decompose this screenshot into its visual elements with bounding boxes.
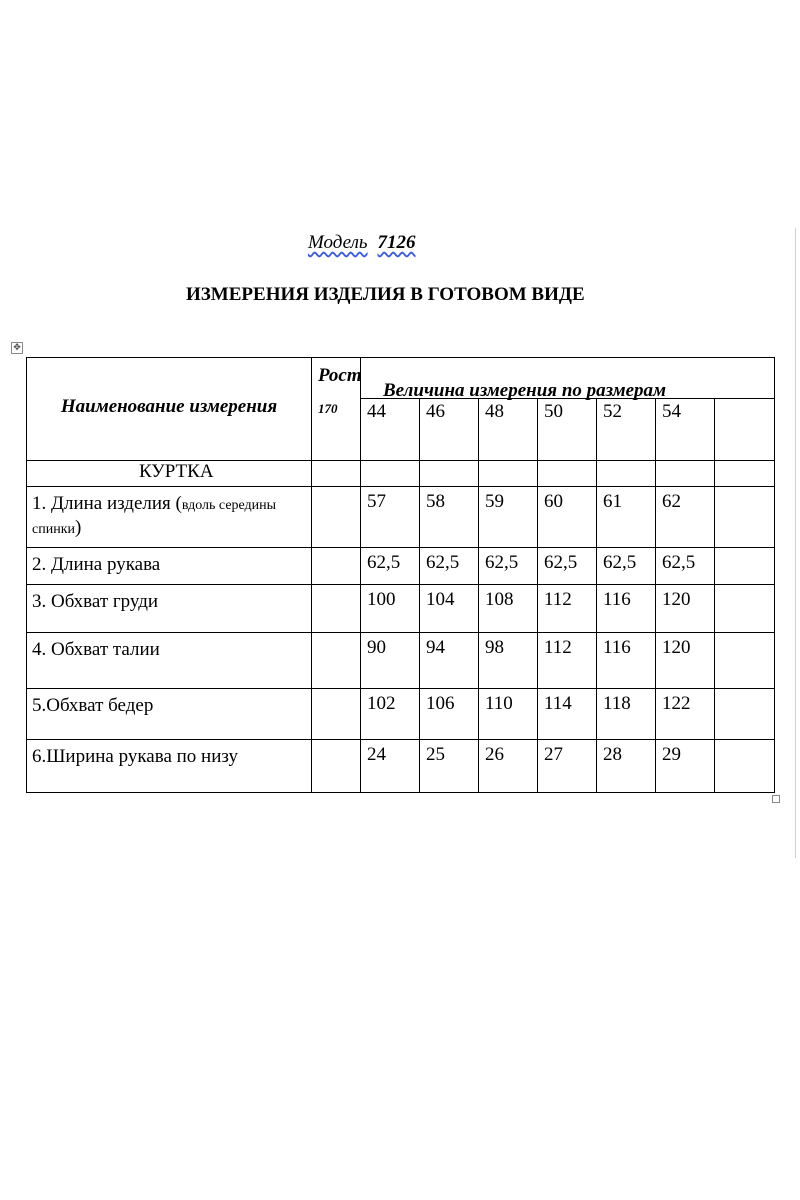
height-value: 170 xyxy=(318,401,338,416)
value-cell: 62,5 xyxy=(538,548,597,585)
value-cell: 104 xyxy=(420,585,479,633)
empty-cell xyxy=(420,461,479,487)
section-title: КУРТКА xyxy=(27,461,312,487)
row-label: 5.Обхват бедер xyxy=(27,689,312,740)
document-title: ИЗМЕРЕНИЯ ИЗДЕЛИЯ В ГОТОВОМ ВИДЕ xyxy=(186,284,585,305)
value-cell: 108 xyxy=(479,585,538,633)
empty-cell xyxy=(656,461,715,487)
size-cell: 48 xyxy=(479,399,538,461)
row-label-note: вдоль середины спинки xyxy=(32,498,277,537)
table-row xyxy=(27,487,775,548)
empty-cell xyxy=(715,585,775,633)
table-move-handle-icon[interactable]: ✥ xyxy=(11,342,23,354)
table-row xyxy=(27,689,775,740)
height-cell xyxy=(312,548,361,585)
table-row xyxy=(27,585,775,633)
size-cell: 52 xyxy=(597,399,656,461)
model-label: Модель xyxy=(308,232,368,253)
value-cell: 116 xyxy=(597,633,656,689)
height-cell xyxy=(312,487,361,548)
value-cell: 26 xyxy=(479,740,538,793)
value-cell: 120 xyxy=(656,633,715,689)
value-cell: 62 xyxy=(656,487,715,548)
value-cell: 57 xyxy=(361,487,420,548)
name-header: Наименование измерения xyxy=(60,396,278,417)
value-cell: 120 xyxy=(656,585,715,633)
height-cell xyxy=(312,585,361,633)
value-cell: 106 xyxy=(420,689,479,740)
value-cell: 62,5 xyxy=(656,548,715,585)
empty-cell xyxy=(715,633,775,689)
row-label: 6.Ширина рукава по низу xyxy=(27,740,312,793)
value-cell: 61 xyxy=(597,487,656,548)
empty-cell xyxy=(538,461,597,487)
empty-cell xyxy=(361,461,420,487)
height-cell xyxy=(312,689,361,740)
value-cell: 122 xyxy=(656,689,715,740)
page-edge-line xyxy=(795,228,796,858)
value-cell: 62,5 xyxy=(597,548,656,585)
row-label-main: 1. Длина изделия ( xyxy=(32,493,182,514)
value-cell: 110 xyxy=(479,689,538,740)
value-cell: 24 xyxy=(361,740,420,793)
empty-cell xyxy=(597,461,656,487)
value-cell: 62,5 xyxy=(361,548,420,585)
value-cell: 98 xyxy=(479,633,538,689)
empty-cell xyxy=(715,399,775,461)
value-cell: 28 xyxy=(597,740,656,793)
row-label: 4. Обхват талии xyxy=(27,633,312,689)
row-label xyxy=(27,487,312,548)
empty-cell xyxy=(715,487,775,548)
row-label: 3. Обхват груди xyxy=(27,585,312,633)
value-cell: 102 xyxy=(361,689,420,740)
value-cell: 62,5 xyxy=(479,548,538,585)
section-row xyxy=(27,461,775,487)
size-cell: 50 xyxy=(538,399,597,461)
table-row xyxy=(27,740,775,793)
empty-cell xyxy=(715,689,775,740)
model-line xyxy=(308,232,416,254)
empty-cell xyxy=(715,740,775,793)
value-cell: 94 xyxy=(420,633,479,689)
name-header-cell xyxy=(27,358,312,461)
sizes-header: Величина измерения по размерам xyxy=(361,358,775,399)
size-cell: 46 xyxy=(420,399,479,461)
value-cell: 62,5 xyxy=(420,548,479,585)
height-cell xyxy=(312,633,361,689)
value-cell: 29 xyxy=(656,740,715,793)
value-cell: 114 xyxy=(538,689,597,740)
measurement-table xyxy=(26,357,775,793)
value-cell: 60 xyxy=(538,487,597,548)
value-cell: 25 xyxy=(420,740,479,793)
height-header: Рост xyxy=(318,365,362,386)
value-cell: 90 xyxy=(361,633,420,689)
height-header-cell xyxy=(312,358,361,461)
size-cell: 44 xyxy=(361,399,420,461)
value-cell: 116 xyxy=(597,585,656,633)
size-cell: 54 xyxy=(656,399,715,461)
row-label: 2. Длина рукава xyxy=(27,548,312,585)
row-label-end: ) xyxy=(74,517,82,538)
table-resize-handle[interactable] xyxy=(772,795,780,803)
value-cell: 27 xyxy=(538,740,597,793)
empty-cell xyxy=(715,461,775,487)
table-row xyxy=(27,633,775,689)
value-cell: 112 xyxy=(538,633,597,689)
value-cell: 100 xyxy=(361,585,420,633)
empty-cell xyxy=(715,548,775,585)
value-cell: 118 xyxy=(597,689,656,740)
value-cell: 58 xyxy=(420,487,479,548)
value-cell: 112 xyxy=(538,585,597,633)
height-cell xyxy=(312,740,361,793)
model-number: 7126 xyxy=(377,232,416,253)
empty-cell xyxy=(479,461,538,487)
value-cell: 59 xyxy=(479,487,538,548)
empty-cell xyxy=(312,461,361,487)
table-header-row xyxy=(27,358,775,399)
table-row xyxy=(27,548,775,585)
